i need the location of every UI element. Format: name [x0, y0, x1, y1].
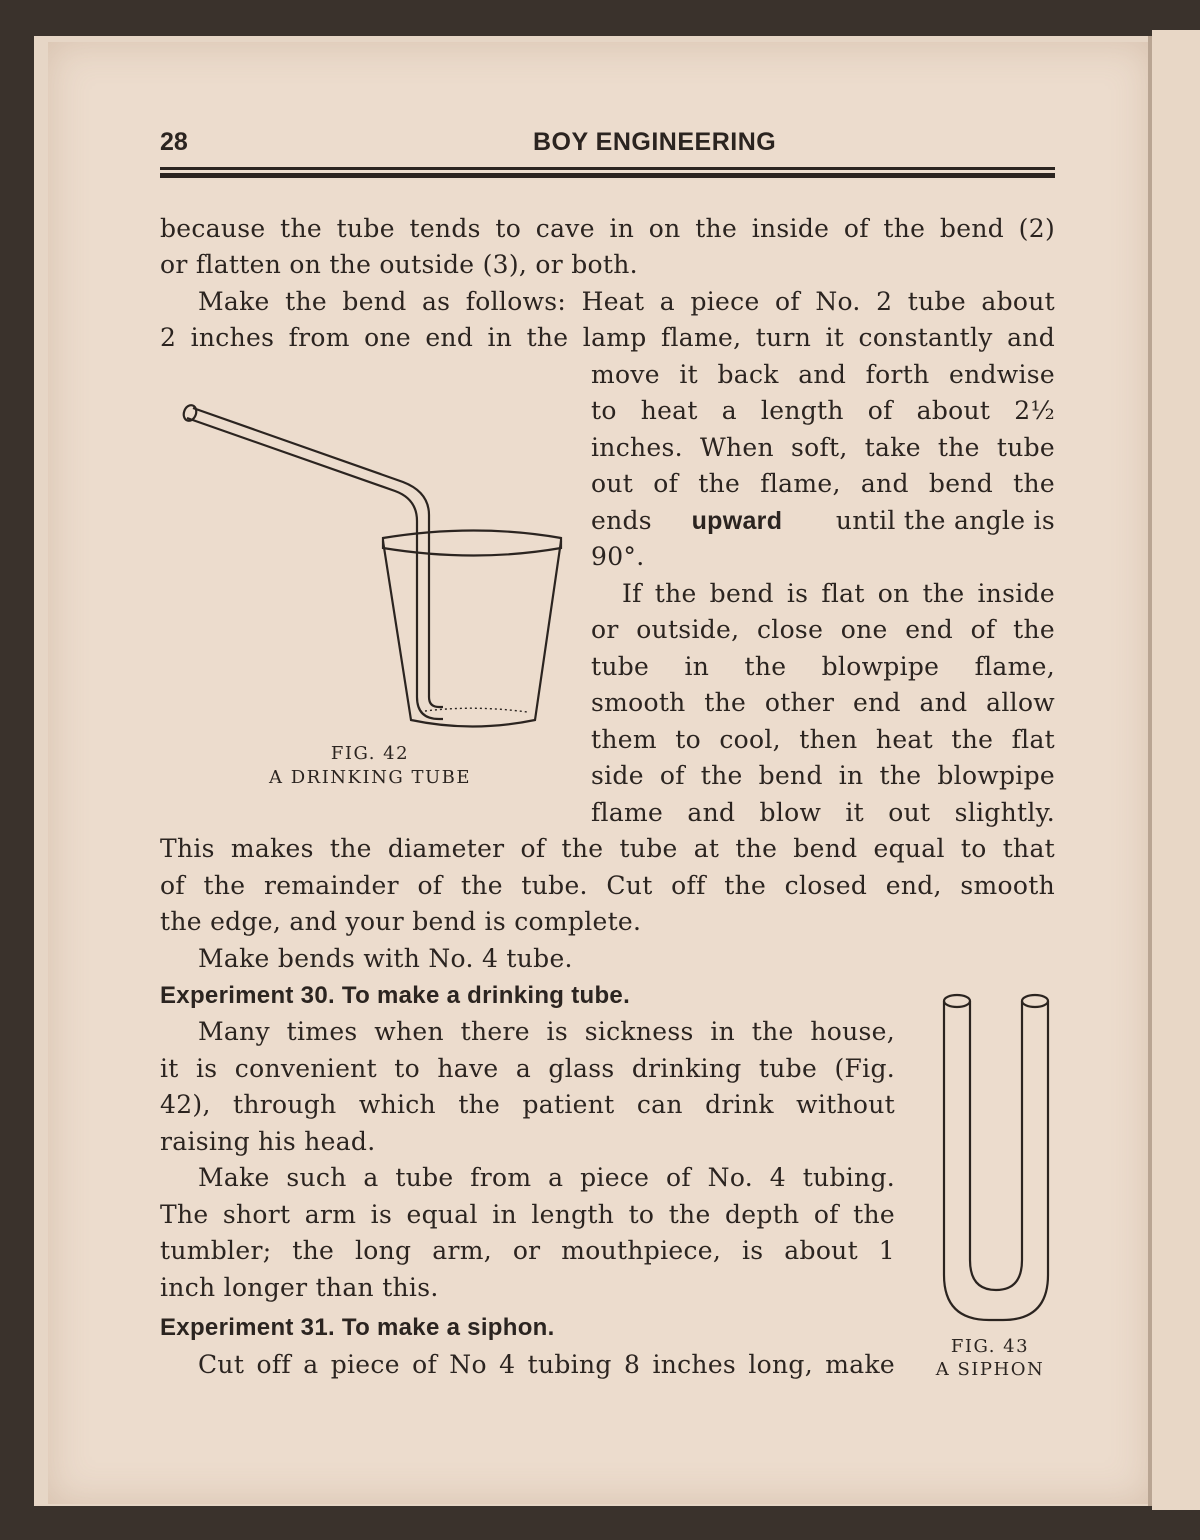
text-line: of the remainder of the tube. Cut off the closed end, smooth	[160, 871, 1055, 900]
text-line: 42), through which the patient can drink without	[160, 1090, 895, 1119]
text-line: out of the flame, and bend the	[591, 469, 1055, 498]
text-line: Make bends with No. 4 tube.	[198, 944, 573, 973]
text-line: Many times when there is sickness in the house,	[198, 1017, 895, 1046]
text-line: If the bend is flat on the inside	[622, 579, 1055, 608]
experiment-30-heading: Experiment 30. To make a drinking tube.	[160, 982, 631, 1009]
text-fragment: until the angle is	[835, 506, 1055, 535]
figure-42-number: FIG. 42	[330, 743, 410, 764]
text-line: raising his head.	[160, 1127, 376, 1156]
text-line: Make the bend as follows: Heat a piece of No. 2 tube about	[198, 287, 1055, 316]
text-line: 90°.	[591, 542, 645, 571]
figure-42-title: A DRINKING TUBE	[268, 767, 472, 788]
text-fragment: ends	[591, 506, 652, 535]
page-number: 28	[160, 128, 188, 156]
drinking-tube-figure	[175, 395, 575, 745]
text-line: because the tube tends to cave in on the inside of the bend (2)	[160, 214, 1055, 243]
text-line: tube in the blowpipe flame,	[591, 652, 1055, 681]
text-line: or flatten on the outside (3), or both.	[160, 250, 638, 279]
text-line: it is convenient to have a glass drinking tube (Fig.	[160, 1054, 895, 1083]
text-line: flame and blow it out slightly.	[591, 798, 1055, 827]
text-line: to heat a length of about 2½	[591, 396, 1055, 425]
siphon-figure	[935, 985, 1055, 1325]
page-header	[160, 128, 1055, 164]
emphasized-word: upward	[691, 507, 783, 535]
text-line: Cut off a piece of No 4 tubing 8 inches long, make	[198, 1350, 895, 1379]
text-line: The short arm is equal in length to the depth of the	[160, 1200, 895, 1229]
facing-page-edge	[1152, 30, 1200, 1510]
experiment-31-heading: Experiment 31. To make a siphon.	[160, 1314, 555, 1341]
running-title: BOY ENGINEERING	[533, 128, 777, 156]
text-line: the edge, and your bend is complete.	[160, 907, 642, 936]
text-line: This makes the diameter of the tube at the bend equal to that	[160, 834, 1055, 863]
text-line: Make such a tube from a piece of No. 4 tubing.	[198, 1163, 895, 1192]
figure-43-title: A SIPHON	[935, 1359, 1045, 1380]
text-line: tumbler; the long arm, or mouthpiece, is about 1	[160, 1236, 895, 1265]
text-line: them to cool, then heat the flat	[591, 725, 1055, 754]
text-line: inch longer than this.	[160, 1273, 439, 1302]
text-line: or outside, close one end of the	[591, 615, 1055, 644]
text-line	[591, 503, 1055, 539]
header-rule-thin	[160, 167, 1055, 170]
text-line: move it back and forth endwise	[591, 360, 1055, 389]
text-line: inches. When soft, take the tube	[591, 433, 1055, 462]
figure-43-number: FIG. 43	[950, 1336, 1030, 1357]
text-line: side of the bend in the blowpipe	[591, 761, 1055, 790]
text-line: 2 inches from one end in the lamp flame, turn it constantly and	[160, 323, 1055, 352]
text-line: smooth the other end and allow	[591, 688, 1055, 717]
header-rule-thick	[160, 173, 1055, 178]
